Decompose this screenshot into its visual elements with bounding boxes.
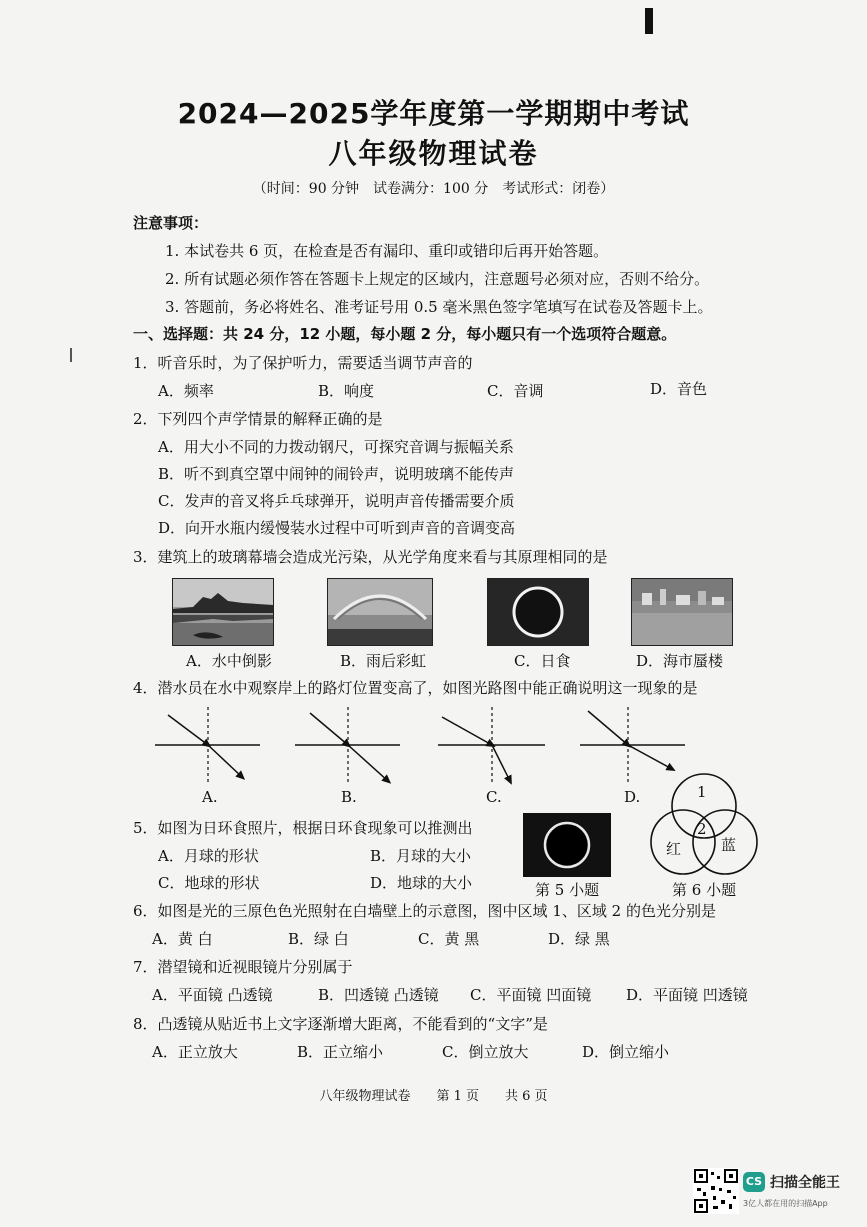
exam-meta: （时间：90 分钟 试卷满分：100 分 考试形式：闭卷） xyxy=(252,181,615,197)
diagram-label: C. xyxy=(486,788,502,806)
photo-caption: B．雨后彩虹 xyxy=(340,652,427,670)
photo-caption: D．海市蜃楼 xyxy=(636,652,724,670)
question-stem: 2．下列四个声学情景的解释正确的是 xyxy=(133,410,383,428)
option: C．黄 黑 xyxy=(418,930,480,948)
option: D．倒立缩小 xyxy=(582,1043,670,1061)
diagram-b xyxy=(295,707,400,783)
option: D．地球的大小 xyxy=(370,874,473,892)
option: C．发声的音叉将乒乓球弹开，说明声音传播需要介质 xyxy=(158,492,515,510)
question-stem: 1．听音乐时，为了保护听力，需要适当调节声音的 xyxy=(133,354,473,372)
notice-item: 3. 答题前，务必将姓名、准考证号用 0.5 毫米黑色签字笔填写在试卷及答题卡上。 xyxy=(165,298,713,316)
notice-item: 2. 所有试题必须作答在答题卡上规定的区域内，注意题号必须对应，否则不给分。 xyxy=(165,270,710,288)
option: C．音调 xyxy=(487,382,544,400)
section-heading: 一、选择题：共 24 分，12 小题，每小题 2 分，每小题只有一个选项符合题意。 xyxy=(133,325,677,343)
option: D．向开水瓶内缓慢装水过程中可听到声音的音调变高 xyxy=(158,519,516,537)
option: C．倒立放大 xyxy=(442,1043,529,1061)
option: D．平面镜 凹透镜 xyxy=(626,986,748,1004)
photo-caption: C．日食 xyxy=(514,652,571,670)
qr-code-icon xyxy=(693,1168,739,1214)
mirage-photo xyxy=(631,578,733,646)
option: A．正立放大 xyxy=(152,1043,238,1061)
option: C．平面镜 凹面镜 xyxy=(470,986,592,1004)
option: B．响度 xyxy=(318,382,375,400)
diagram-label: B. xyxy=(341,788,357,806)
photo-caption: A．水中倒影 xyxy=(186,652,272,670)
venn-label-red: 红 xyxy=(666,840,682,858)
option: A．平面镜 凸透镜 xyxy=(152,986,273,1004)
option: B．听不到真空罩中闹钟的闹铃声，说明玻璃不能传声 xyxy=(158,465,515,483)
camscanner-logo-icon: CS xyxy=(743,1172,765,1192)
option: D．音色 xyxy=(650,380,708,398)
option: D．绿 黑 xyxy=(548,930,610,948)
question-stem: 6．如图是光的三原色色光照射在白墙壁上的示意图，图中区域 1、区域 2 的色光分别是 xyxy=(133,902,716,920)
scanner-app-name: 扫描全能王 xyxy=(770,1175,840,1191)
question-stem: 5．如图为日环食照片，根据日环食现象可以推测出 xyxy=(133,819,473,837)
page-footer: 八年级物理试卷 第 1 页 共 6 页 xyxy=(319,1089,548,1104)
figure-caption: 第 6 小题 xyxy=(672,881,737,899)
option: B．绿 白 xyxy=(288,930,349,948)
question-stem: 8．凸透镜从贴近书上文字逐渐增大距离，不能看到的“文字”是 xyxy=(133,1015,548,1033)
scan-mark xyxy=(645,8,653,34)
reflection-photo xyxy=(172,578,274,646)
option: A．频率 xyxy=(158,382,214,400)
figure-caption: 第 5 小题 xyxy=(535,881,600,899)
notice-heading: 注意事项： xyxy=(133,214,209,232)
venn-label-blue: 蓝 xyxy=(721,836,737,854)
scanner-tagline: 3亿人都在用的扫描App xyxy=(743,1199,828,1208)
option: B．凹透镜 凸透镜 xyxy=(318,986,439,1004)
question-stem: 7．潜望镜和近视眼镜片分别属于 xyxy=(133,958,353,976)
notice-item: 1. 本试卷共 6 页，在检查是否有漏印、重印或错印后再开始答题。 xyxy=(165,242,609,260)
option: A．用大小不同的力拨动钢尺，可探究音调与振幅关系 xyxy=(158,438,514,456)
option: A．黄 白 xyxy=(152,930,213,948)
option: C．地球的形状 xyxy=(158,874,260,892)
venn-label-2: 2 xyxy=(697,820,707,838)
question-stem: 3．建筑上的玻璃幕墙会造成光污染，从光学角度来看与其原理相同的是 xyxy=(133,548,608,566)
scan-mark xyxy=(70,348,72,362)
option: B．月球的大小 xyxy=(370,847,472,865)
exam-title: 2024—2025学年度第一学期期中考试 xyxy=(177,97,690,130)
venn-label-1: 1 xyxy=(697,783,707,801)
question-stem: 4．潜水员在水中观察岸上的路灯位置变高了，如图光路图中能正确说明这一现象的是 xyxy=(133,679,698,697)
diagram-label: A. xyxy=(202,788,218,806)
diagram-a xyxy=(155,707,260,783)
diagram-c xyxy=(438,707,545,783)
eclipse-photo xyxy=(487,578,589,646)
rainbow-photo xyxy=(327,578,433,646)
exam-subtitle: 八年级物理试卷 xyxy=(328,137,539,170)
light-path-diagrams xyxy=(150,705,710,785)
annular-eclipse-figure xyxy=(523,813,611,877)
option: A．月球的形状 xyxy=(158,847,259,865)
option: B．正立缩小 xyxy=(297,1043,384,1061)
diagram-label: D. xyxy=(624,788,641,806)
